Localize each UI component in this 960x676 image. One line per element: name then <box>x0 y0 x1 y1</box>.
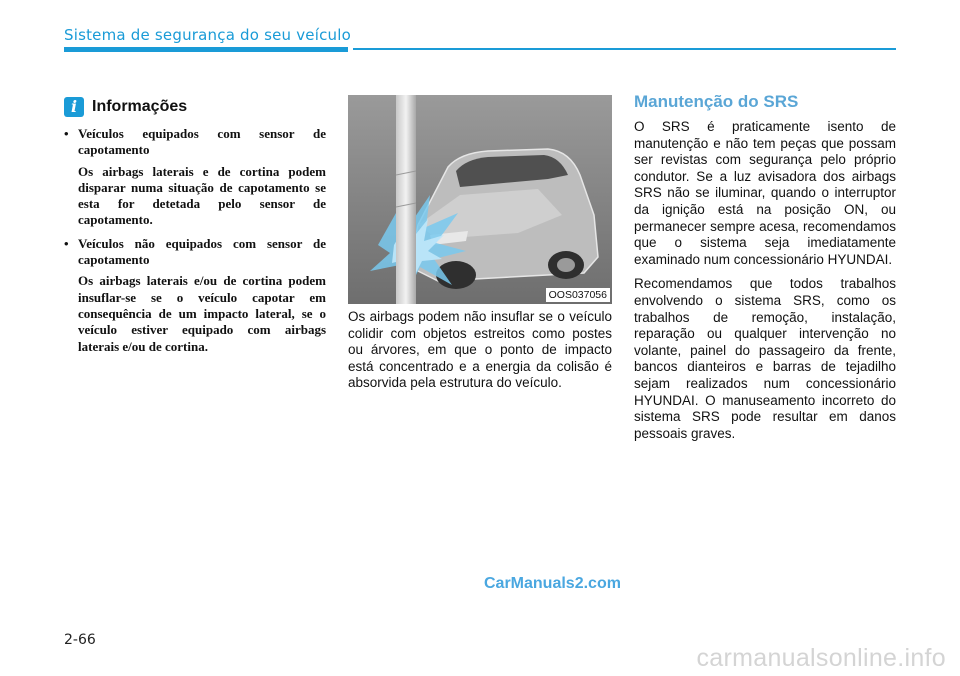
header-rule-thin <box>353 48 896 50</box>
info-icon-glyph: i <box>70 97 78 116</box>
info-title: Informações <box>92 98 188 115</box>
header-rule-thick <box>64 47 348 52</box>
paragraph: Recomendamos que todos trabalhos envolvendo o sistema SRS, como os trabalhos de remoção, instalação, reparação ou qualquer intervenção no volante, painel do passageiro da frente, bancos dianteiros e barras de tejadilho sejam realizados num concessionário HYUNDAI. O manuseamento incorreto do sistema SRS pode resultar em danos pessoais graves. <box>634 276 896 441</box>
paragraph: O SRS é praticamente isento de manutenção e não tem peças que possam ser revistas com segurança pelo próprio condutor. Se a luz avisadora dos airbags SRS não se iluminar, quando o interruptor da ignição está na posição ON, ou permanecer sempre acesa, recomendamos que o sistema seja imediatamente examinado num concessionário HYUNDAI. <box>634 119 896 267</box>
section-title: Manutenção do SRS <box>634 92 799 111</box>
info-icon <box>64 97 84 117</box>
footer-watermark: carmanualsonline.info <box>696 644 946 672</box>
info-list <box>64 126 326 355</box>
car-pole-collision-image <box>348 95 612 304</box>
section-header-title: Sistema de segurança do seu veículo <box>64 26 352 44</box>
info-item-body: Os airbags laterais e de cortina podem disparar numa situação de capotamento se esta for detetada pelo sensor de capotamento. <box>78 163 326 228</box>
figure-caption-text: Os airbags podem não insuflar se o veículo colidir com objetos estreitos como postes ou árvores, em que o ponto de impacto está concentrado e a energia da colisão é absorvida pela estrutura do veículo. <box>348 309 612 391</box>
watermark-link[interactable]: CarManuals2.com <box>484 575 621 592</box>
info-item-body: Os airbags laterais e/ou de cortina podem insuflar-se se o veículo capotar em consequência de um impacto lateral, se o veículo estiver equipado com airbags laterais e/ou de cortina. <box>78 273 326 354</box>
page-number: 2-66 <box>64 632 96 648</box>
srs-maintenance-section <box>634 92 896 442</box>
info-list-item <box>64 236 326 355</box>
info-item-heading: • Veículos não equipados com sensor de capotamento <box>78 235 326 268</box>
info-header <box>64 96 326 118</box>
info-list-item <box>64 126 326 229</box>
figure-code-label: OOS037056 <box>546 288 610 302</box>
info-item-heading: • Veículos equipados com sensor de capotamento <box>78 126 326 158</box>
crash-illustration <box>348 95 612 304</box>
info-box <box>64 96 326 355</box>
